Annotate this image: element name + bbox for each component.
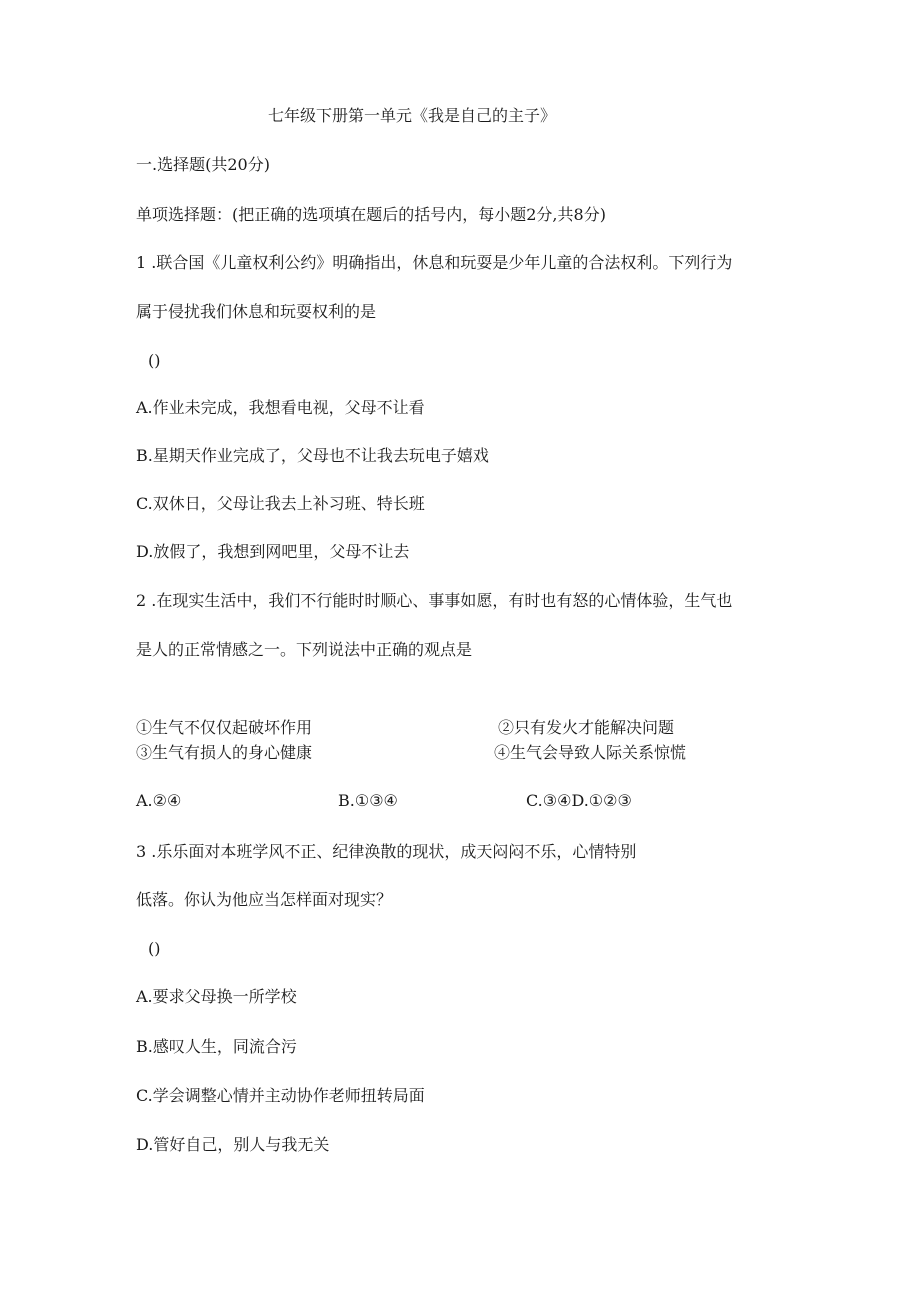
question-stem: 1 .联合国《儿童权利公约》明确指出，休息和玩耍是少年儿童的合法权利。下列行为: [136, 253, 733, 272]
option-a: A.作业未完成，我想看电视，父母不让看: [136, 398, 425, 417]
answer-blank: (): [148, 351, 161, 370]
question-stem-continued: 低落。你认为他应当怎样面对现实？: [136, 890, 393, 909]
document-title: 七年级下册第一单元《我是自己的主子》: [268, 106, 557, 125]
option-c: C.学会调整心情并主动协作老师扭转局面: [136, 1086, 425, 1105]
option-c: C.双休日，父母让我去上补习班、特长班: [136, 494, 425, 513]
option-a: A.要求父母换一所学校: [136, 987, 297, 1006]
statement-1: ①生气不仅仅起破坏作用: [136, 718, 313, 737]
answer-blank: (): [148, 939, 161, 958]
option-d: D.放假了，我想到网吧里，父母不让去: [136, 542, 410, 561]
question-stem-continued: 是人的正常情感之一。下列说法中正确的观点是: [136, 640, 473, 659]
question-stem: 2 .在现实生活中，我们不行能时时顺心、事事如愿，有时也有怒的心情体验，生气也: [136, 591, 733, 610]
statement-2: ②只有发火才能解决问题: [498, 718, 675, 737]
option-b: B.星期天作业完成了，父母也不让我去玩电子嬉戏: [136, 446, 489, 465]
option-c-d: C.③④D.①②③: [526, 791, 632, 810]
option-a: A.②④: [136, 791, 182, 810]
statement-3: ③生气有损人的身心健康: [136, 743, 313, 762]
option-b: B.①③④: [338, 791, 398, 810]
question-stem-continued: 属于侵扰我们休息和玩耍权利的是: [136, 302, 377, 321]
statement-4: ④生气会导致人际关系惊慌: [494, 743, 687, 762]
option-b: B.感叹人生，同流合污: [136, 1037, 297, 1056]
question-stem: 3 .乐乐面对本班学风不正、纪律涣散的现状，成天闷闷不乐，心情特别: [136, 842, 637, 861]
section-heading: 一.选择题(共20分): [136, 155, 270, 174]
option-d: D.管好自己，别人与我无关: [136, 1135, 330, 1154]
instruction-text: 单项选择题：(把正确的选项填在题后的括号内，每小题2分,共8分): [136, 205, 606, 224]
